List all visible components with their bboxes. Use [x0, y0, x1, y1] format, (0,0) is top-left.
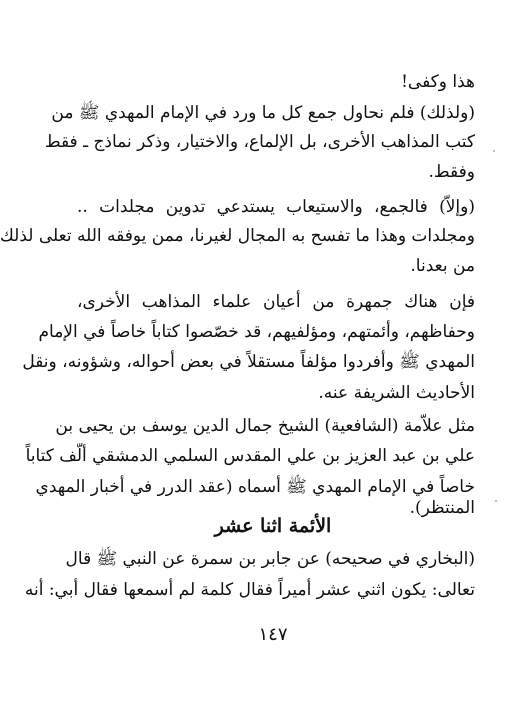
scan-speck	[493, 150, 495, 152]
text-line: وحفاظهم، وأئمتهم، ومؤلفيهم، قد خصّصوا كتاباً خاصاً في الإمام	[38, 322, 475, 342]
text-line: خاصاً في الإمام المهدي ﷺ أسماه (عقد الدرر في أخبار المهدي	[35, 477, 475, 497]
text-line: ومجلدات وهذا ما تفسح به المجال لغيرنا، ممن يوفقه الله تعلى لذلك	[0, 226, 475, 246]
text-line: الأحاديث الشريفة عنه.	[318, 383, 475, 403]
text-line: (البخاري في صحيحه) عن جابر بن سمرة عن النبي ﷺ قال	[65, 549, 475, 569]
text-line: كتب المذاهب الأخرى، بل الإلماع، والاختيار، وذكر نماذج ـ فقط	[44, 132, 475, 152]
text-line: المنتظر).	[409, 498, 475, 518]
text-line: فإن هناك جمهرة من أعيان علماء المذاهب الأخرى،	[77, 292, 475, 312]
text-line: المهدي ﷺ وأفردوا مؤلفاً مستقلاً في بعض أحواله، وشؤونه، ونقل	[22, 352, 475, 372]
text-line: مثل علاّمة (الشافعية) الشيخ جمال الدين يوسف بن يحيى بن	[55, 416, 475, 436]
text-line: هذا وكفى!	[401, 72, 475, 92]
scan-speck	[495, 500, 497, 502]
text-line: (ولذلك) فلم نحاول جمع كل ما ورد في الإمام المهدي ﷺ من	[51, 103, 475, 123]
text-line: تعالى: يكون اثني عشر أميراً فقال كلمة لم أسمعها فقال أبي: أنه	[24, 580, 475, 600]
text-line: (وإلاّ) فالجمع، والاستيعاب يستدعي تدوين مجلدات ..	[77, 197, 475, 217]
text-line: من بعدنا.	[410, 256, 475, 276]
text-line: وفقط.	[428, 162, 475, 182]
text-line: علي بن عبد العزيز بن علي المقدس السلمي الدمشقي ألّف كتاباً	[25, 446, 475, 466]
section-heading: الأئمة اثنا عشر	[214, 515, 332, 537]
page-number: ١٤٧	[258, 624, 288, 645]
